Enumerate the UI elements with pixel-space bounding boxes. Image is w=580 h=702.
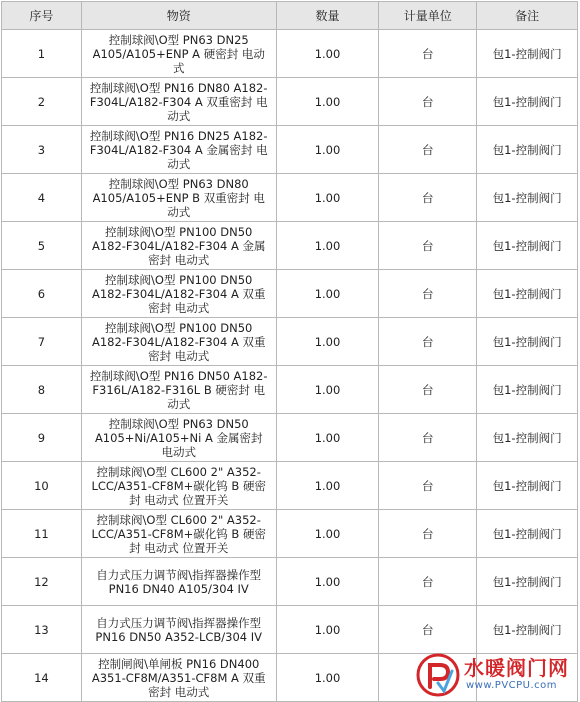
- table-row: [2, 174, 578, 222]
- table-row: [2, 558, 578, 606]
- cell-quantity: 1.00: [276, 126, 379, 174]
- cell-index: 4: [2, 174, 82, 222]
- cell-index: 11: [2, 510, 82, 558]
- cell-material: 控制球阀\O型 PN100 DN50 A182-F304L/A182-F304 A 金属密封 电动式: [81, 222, 276, 270]
- cell-unit: 台: [379, 366, 477, 414]
- cell-quantity: 1.00: [276, 78, 379, 126]
- cell-index: 9: [2, 414, 82, 462]
- cell-material: 控制球阀\O型 PN16 DN50 A182-F316L/A182-F316L B 硬密封 电动式: [81, 366, 276, 414]
- table-row: [2, 366, 578, 414]
- table-row: [2, 222, 578, 270]
- cell-index: 14: [2, 654, 82, 702]
- cell-material: 控制球阀\O型 PN16 DN80 A182-F304L/A182-F304 A 双重密封 电动式: [81, 78, 276, 126]
- cell-material: 控制球阀\O型 PN16 DN25 A182-F304L/A182-F304 A 金属密封 电动式: [81, 126, 276, 174]
- cell-quantity: 1.00: [276, 174, 379, 222]
- cell-index: 6: [2, 270, 82, 318]
- cell-unit: 台: [379, 222, 477, 270]
- cell-unit: 台: [379, 126, 477, 174]
- cell-quantity: 1.00: [276, 318, 379, 366]
- table-row: [2, 270, 578, 318]
- table-row: [2, 510, 578, 558]
- table-row: [2, 78, 578, 126]
- watermark-url: www.PVCPU.com: [466, 680, 558, 691]
- cell-material: 控制球阀\O型 PN63 DN50 A105+Ni/A105+Ni A 金属密封 电动式: [81, 414, 276, 462]
- cell-material: 自力式压力调节阀\指挥器操作型 PN16 DN40 A105/304 IV: [81, 558, 276, 606]
- cell-unit: 台: [379, 30, 477, 78]
- cell-material: 控制球阀\O型 CL600 2" A352-LCC/A351-CF8M+碳化钨 B 硬密封 电动式 位置开关: [81, 510, 276, 558]
- pv-logo-icon: [416, 653, 460, 697]
- cell-material: 控制球阀\O型 PN100 DN50 A182-F304L/A182-F304 A 双重密封 电动式: [81, 270, 276, 318]
- header-unit: 计量单位: [379, 2, 477, 30]
- cell-remark: 包1-控制阀门: [477, 174, 578, 222]
- cell-index: 1: [2, 30, 82, 78]
- cell-quantity: 1.00: [276, 30, 379, 78]
- cell-remark: 包1-控制阀门: [477, 222, 578, 270]
- watermark-text: 水暖阀门网: [464, 656, 569, 680]
- cell-index: 10: [2, 462, 82, 510]
- header-row: [2, 2, 578, 30]
- cell-remark: 包1-控制阀门: [477, 126, 578, 174]
- cell-unit: 台: [379, 318, 477, 366]
- cell-unit: 台: [379, 462, 477, 510]
- header-material: 物资: [81, 2, 276, 30]
- cell-unit: 台: [379, 414, 477, 462]
- cell-quantity: 1.00: [276, 414, 379, 462]
- cell-remark: 包1-控制阀门: [477, 606, 578, 654]
- cell-unit: 台: [379, 78, 477, 126]
- header-remark: 备注: [477, 2, 578, 30]
- materials-table: [1, 1, 578, 702]
- cell-remark: 包1-控制阀门: [477, 30, 578, 78]
- cell-quantity: 1.00: [276, 462, 379, 510]
- cell-index: 3: [2, 126, 82, 174]
- cell-material: 控制闸阀\单闸板 PN16 DN400 A351-CF8M/A351-CF8M A 双重密封 电动式: [81, 654, 276, 702]
- cell-remark: 包1-控制阀门: [477, 270, 578, 318]
- cell-material: 控制球阀\O型 PN63 DN25 A105/A105+ENP A 硬密封 电动式: [81, 30, 276, 78]
- cell-quantity: 1.00: [276, 366, 379, 414]
- cell-unit: 台: [379, 606, 477, 654]
- cell-material: 自力式压力调节阀\指挥器操作型 PN16 DN50 A352-LCB/304 IV: [81, 606, 276, 654]
- table-row: [2, 318, 578, 366]
- header-quantity: 数量: [276, 2, 379, 30]
- cell-unit: 台: [379, 510, 477, 558]
- cell-material: 控制球阀\O型 PN100 DN50 A182-F304L/A182-F304 A 双重密封 电动式: [81, 318, 276, 366]
- table-row: [2, 606, 578, 654]
- table-row: [2, 414, 578, 462]
- cell-material: 控制球阀\O型 PN63 DN80 A105/A105+ENP B 双重密封 电动式: [81, 174, 276, 222]
- site-watermark: [408, 649, 580, 701]
- cell-remark: 包1-控制阀门: [477, 78, 578, 126]
- table-row: [2, 30, 578, 78]
- cell-index: 7: [2, 318, 82, 366]
- cell-remark: 包1-控制阀门: [477, 414, 578, 462]
- cell-unit: 台: [379, 558, 477, 606]
- cell-quantity: 1.00: [276, 654, 379, 702]
- cell-index: 8: [2, 366, 82, 414]
- cell-quantity: 1.00: [276, 510, 379, 558]
- cell-unit: 台: [379, 174, 477, 222]
- cell-material: 控制球阀\O型 CL600 2" A352-LCC/A351-CF8M+碳化钨 B 硬密封 电动式 位置开关: [81, 462, 276, 510]
- cell-unit: 台: [379, 270, 477, 318]
- cell-index: 12: [2, 558, 82, 606]
- cell-quantity: 1.00: [276, 270, 379, 318]
- cell-index: 5: [2, 222, 82, 270]
- cell-remark: 包1-控制阀门: [477, 366, 578, 414]
- cell-remark: 包1-控制阀门: [477, 462, 578, 510]
- cell-remark: 包1-控制阀门: [477, 510, 578, 558]
- cell-remark: 包1-控制阀门: [477, 558, 578, 606]
- header-index: 序号: [2, 2, 82, 30]
- cell-index: 13: [2, 606, 82, 654]
- cell-remark: 包1-控制阀门: [477, 318, 578, 366]
- cell-index: 2: [2, 78, 82, 126]
- table-row: [2, 462, 578, 510]
- table-row: [2, 126, 578, 174]
- cell-quantity: 1.00: [276, 606, 379, 654]
- cell-quantity: 1.00: [276, 558, 379, 606]
- cell-quantity: 1.00: [276, 222, 379, 270]
